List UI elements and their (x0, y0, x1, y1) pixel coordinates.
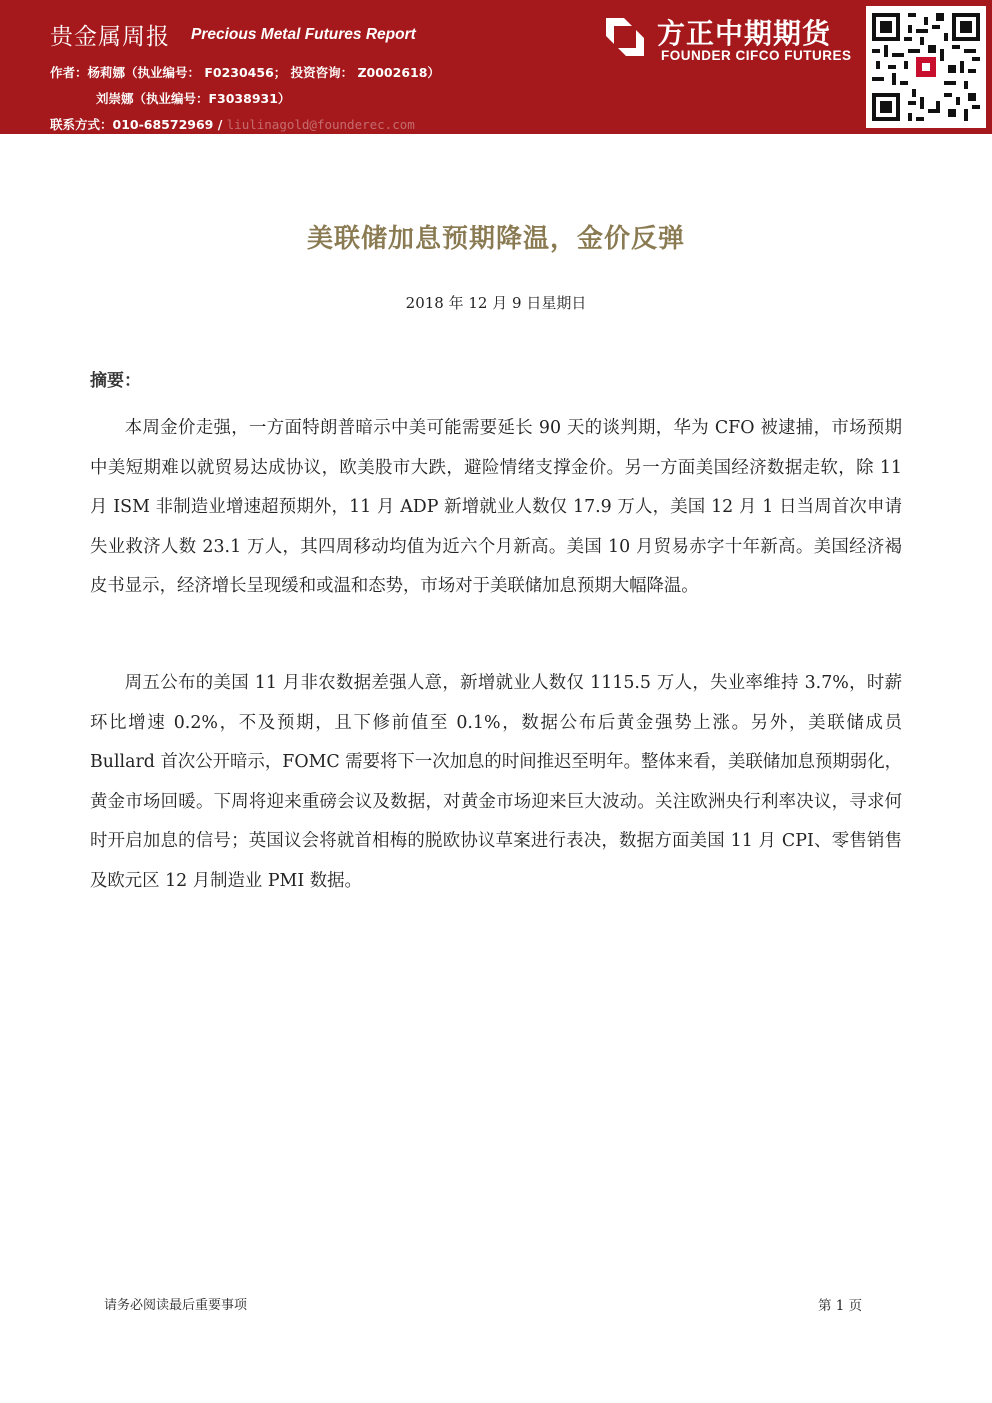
qr-code-icon (866, 6, 986, 128)
report-header (0, 0, 992, 134)
author-line-1: 作者：杨莉娜（执业编号： F0230456； 投资咨询： Z0002618） (50, 65, 440, 80)
footer-notice: 请务必阅读最后重要事项 (104, 1298, 248, 1313)
company-name-en: FOUNDER CIFCO FUTURES (661, 48, 852, 63)
summary-heading: 摘要： (90, 371, 141, 391)
contact-email-link[interactable]: liulinagold@founderec.com (226, 117, 415, 132)
contact-label: 联系方式：010-68572969 / (50, 117, 227, 132)
summary-paragraph-2: 周五公布的美国 11 月非农数据差强人意，新增就业人数仅 1115.5 万人，失业率维持 3.7%，时薪环比增速 0.2%，不及预期，且下修前值至 0.1%，数据公布后黄金强势上涨。另外，美联储成员 Bullard 首次公开暗示，FOMC 需要将下一次加息的时间推迟至明年。整体来看，美联储加息预期弱化，黄金市场回暖。下周将迎来重磅会议及数据，对黄金市场迎来巨大波动。关注欧洲央行利率决议，寻求何时开启加息的信号；英国议会将就首相梅的脱欧协议草案进行表决，数据方面美国 11 月 CPI、零售销售及欧元区 12 月制造业 PMI 数据。 (90, 673, 902, 891)
report-title-en: Precious Metal Futures Report (191, 26, 416, 43)
author-line-2: 刘崇娜（执业编号：F3038931） (96, 91, 291, 106)
article-date: 2018 年 12 月 9 日星期日 (405, 294, 587, 312)
report-title-cn: 贵金属周报 (50, 24, 170, 50)
company-name-cn: 方正中期期货 (657, 17, 832, 50)
page-number: 第 1 页 (818, 1298, 863, 1314)
article-title: 美联储加息预期降温，金价反弹 (306, 224, 685, 254)
summary-paragraph-1: 本周金价走强，一方面特朗普暗示中美可能需要延长 90 天的谈判期，华为 CFO 被逮捕，市场预期中美短期难以就贸易达成协议，欧美股市大跌，避险情绪支撑金价。另一方面美国经济数据走软，除 11 月 ISM 非制造业增速超预期外，11 月 ADP 新增就业人数仅 17.9 万人，美国 12 月 1 日当周首次申请失业救济人数 23.1 万人，其四周移动均值为近六个月新高。美国 10 月贸易赤字十年新高。美国经济褐皮书显示，经济增长呈现缓和或温和态势，市场对于美联储加息预期大幅降温。 (90, 418, 902, 596)
contact-line (50, 115, 415, 133)
founder-logo-icon (604, 16, 646, 58)
